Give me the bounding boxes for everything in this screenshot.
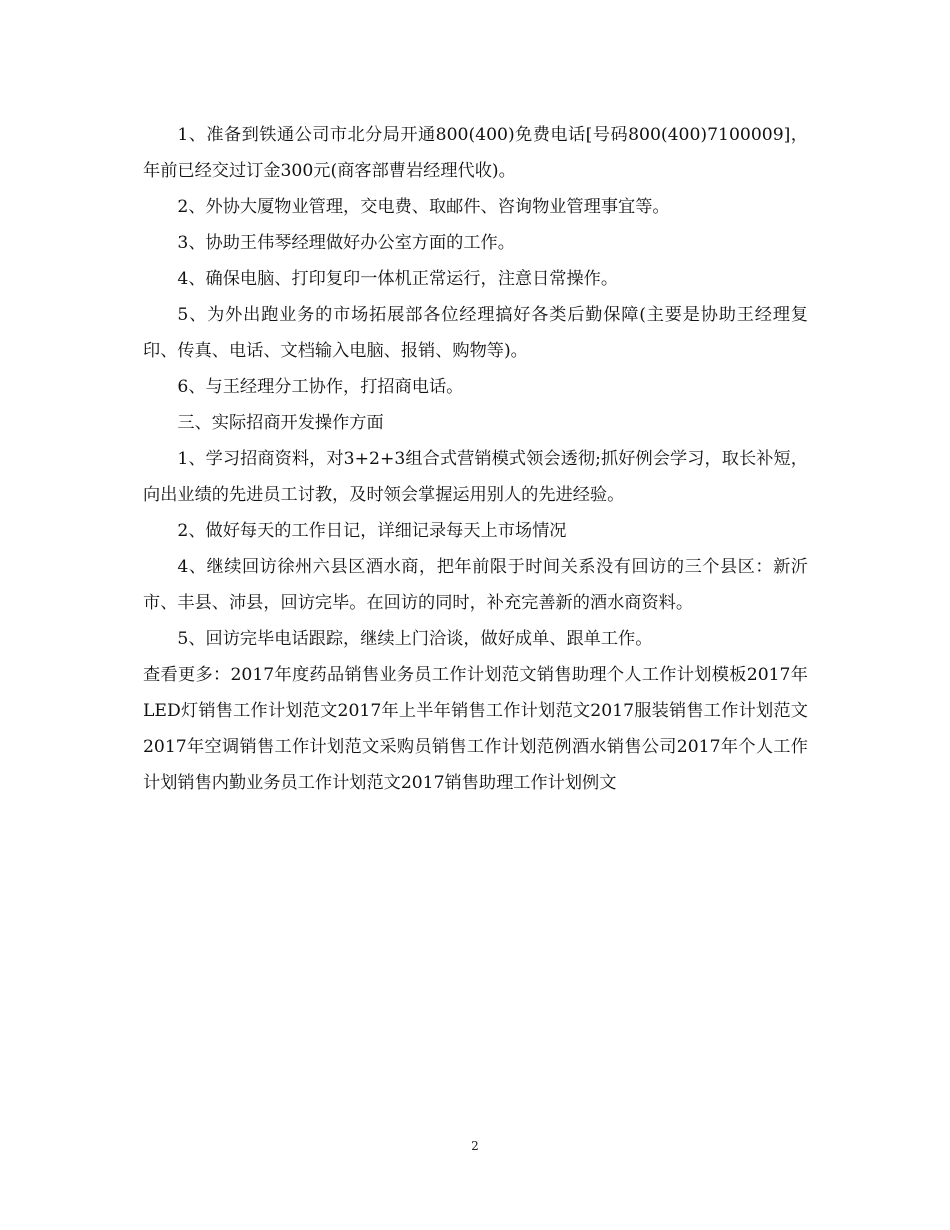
paragraph-phone-calls: 6、与王经理分工协作，打招商电话。: [177, 377, 464, 397]
paragraph-study-materials: 1、学习招商资料，对3+2+3组合式营销模式领会透彻;抓好例会学习，取长补短，向出业绩的先进员工讨教，及时领会掌握运用别人的先进经验。: [143, 449, 808, 505]
paragraph-revisit-dealers: 4、继续回访徐州六县区酒水商，把年前限于时间关系没有回访的三个县区：新沂市、丰县、沛县，回访完毕。在回访的同时，补充完善新的酒水商资料。: [143, 557, 808, 613]
paragraph-logistics-support: 5、为外出跑业务的市场拓展部各位经理搞好各类后勤保障(主要是协助王经理复印、传真、电话、文档输入电脑、报销、购物等)。: [143, 305, 808, 361]
section-heading-recruitment: 三、实际招商开发操作方面: [177, 413, 384, 433]
paragraph-work-diary: 2、做好每天的工作日记，详细记录每天上市场情况: [177, 521, 567, 541]
paragraph-office-assist: 3、协助王伟琴经理做好办公室方面的工作。: [177, 233, 515, 253]
document-body: [143, 117, 808, 801]
paragraph-property-management: 2、外协大厦物业管理，交电费、取邮件、咨询物业管理事宜等。: [177, 197, 670, 217]
see-more-links[interactable]: 查看更多：2017年度药品销售业务员工作计划范文销售助理个人工作计划模板2017年LED灯销售工作计划范文2017年上半年销售工作计划范文2017服装销售工作计划范文2017年空调销售工作计划范文采购员销售工作计划范例酒水销售公司2017年个人工作计划销售内勤业务员工作计划范文2017销售助理工作计划例文: [143, 665, 808, 793]
paragraph-equipment: 4、确保电脑、打印复印一体机正常运行，注意日常操作。: [177, 269, 619, 289]
page-number: 2: [471, 1139, 479, 1153]
paragraph-phone-setup: 1、准备到铁通公司市北分局开通800(400)免费电话[号码800(400)7100009]，年前已经交过订金300元(商客部曹岩经理代收)。: [143, 125, 808, 181]
paragraph-follow-up: 5、回访完毕电话跟踪，继续上门洽谈，做好成单、跟单工作。: [177, 629, 653, 649]
